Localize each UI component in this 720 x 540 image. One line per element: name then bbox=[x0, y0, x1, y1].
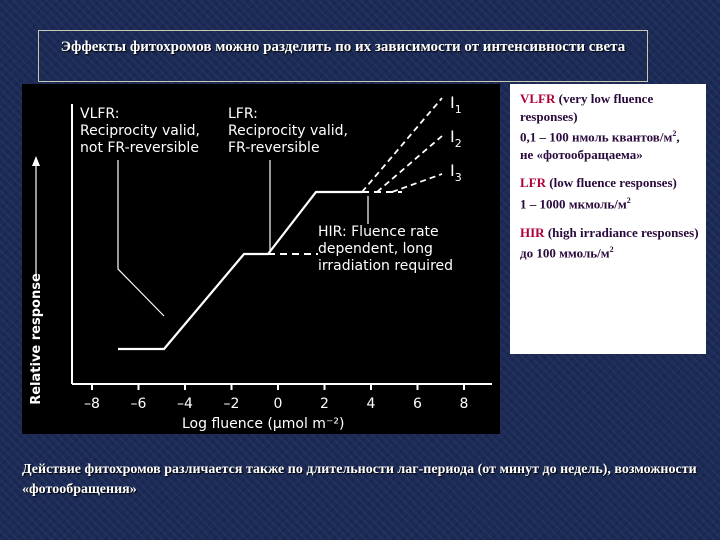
lfr-annotation: LFR: Reciprocity valid, FR-reversible bbox=[228, 106, 348, 156]
vlfr-desc: (very low fluence responses) bbox=[520, 91, 654, 124]
slide-title: Эффекты фитохромов можно разделить по их зависимости от интенсивности света bbox=[38, 30, 648, 82]
vlfr-range: 0,1 – 100 нмоль квантов/м bbox=[520, 129, 673, 145]
hir-info bbox=[520, 224, 700, 262]
vlfr-note: не «фотообращаема» bbox=[520, 146, 643, 162]
label-i3: $I_3$ bbox=[450, 161, 462, 184]
x-tick-label: –8 bbox=[84, 396, 100, 412]
lfr-desc: (low fluence responses) bbox=[546, 175, 677, 191]
curve-i2 bbox=[377, 136, 442, 192]
lfr-range: 1 – 1000 мкмоль/м bbox=[520, 196, 627, 212]
vlfr-range-tail: , bbox=[676, 129, 680, 145]
hir-desc: (high irradiance responses) bbox=[544, 224, 699, 240]
hir-acronym: HIR bbox=[520, 224, 545, 240]
x-tick-label: 8 bbox=[459, 396, 469, 412]
y-axis-label: Relative response bbox=[29, 273, 44, 405]
x-tick-label: 0 bbox=[273, 396, 283, 412]
diagram-svg bbox=[22, 84, 500, 434]
x-tick-label: –6 bbox=[130, 396, 147, 412]
label-i1: $I_1$ bbox=[450, 93, 462, 116]
x-tick-label: –4 bbox=[177, 396, 193, 412]
lfr-info bbox=[520, 174, 700, 212]
lfr-acronym: LFR bbox=[520, 175, 546, 191]
response-types-box bbox=[510, 84, 706, 354]
response-diagram bbox=[22, 84, 500, 434]
label-i2: $I_2$ bbox=[450, 127, 462, 150]
vlfr-range-sup: 2 bbox=[672, 129, 677, 138]
curve-i3 bbox=[392, 174, 442, 192]
bottom-note: Действие фитохромов различается также по длительности лаг-периода (от минут до недель), возможности «фотообращения» bbox=[22, 462, 697, 497]
vlfr-acronym: VLFR bbox=[520, 91, 556, 106]
x-tick-label: –2 bbox=[223, 396, 240, 412]
lfr-range-sup: 2 bbox=[626, 195, 631, 205]
vlfr-annotation: VLFR: Reciprocity valid, not FR-reversible bbox=[80, 106, 200, 156]
hir-range: до 100 ммоль/м bbox=[520, 245, 610, 261]
vlfr-pointer bbox=[118, 160, 164, 316]
hir-annotation: HIR: Fluence rate dependent, long irradiation required bbox=[318, 224, 454, 274]
x-axis-label: Log fluence (μmol m⁻²) bbox=[182, 416, 345, 432]
x-tick-label: 4 bbox=[366, 396, 376, 412]
x-ticks bbox=[84, 384, 468, 412]
x-tick-label: 2 bbox=[320, 396, 329, 412]
vlfr-info bbox=[520, 90, 700, 163]
y-axis-arrow-head bbox=[32, 156, 40, 166]
x-tick-label: 6 bbox=[413, 396, 422, 412]
hir-range-sup: 2 bbox=[609, 245, 614, 255]
